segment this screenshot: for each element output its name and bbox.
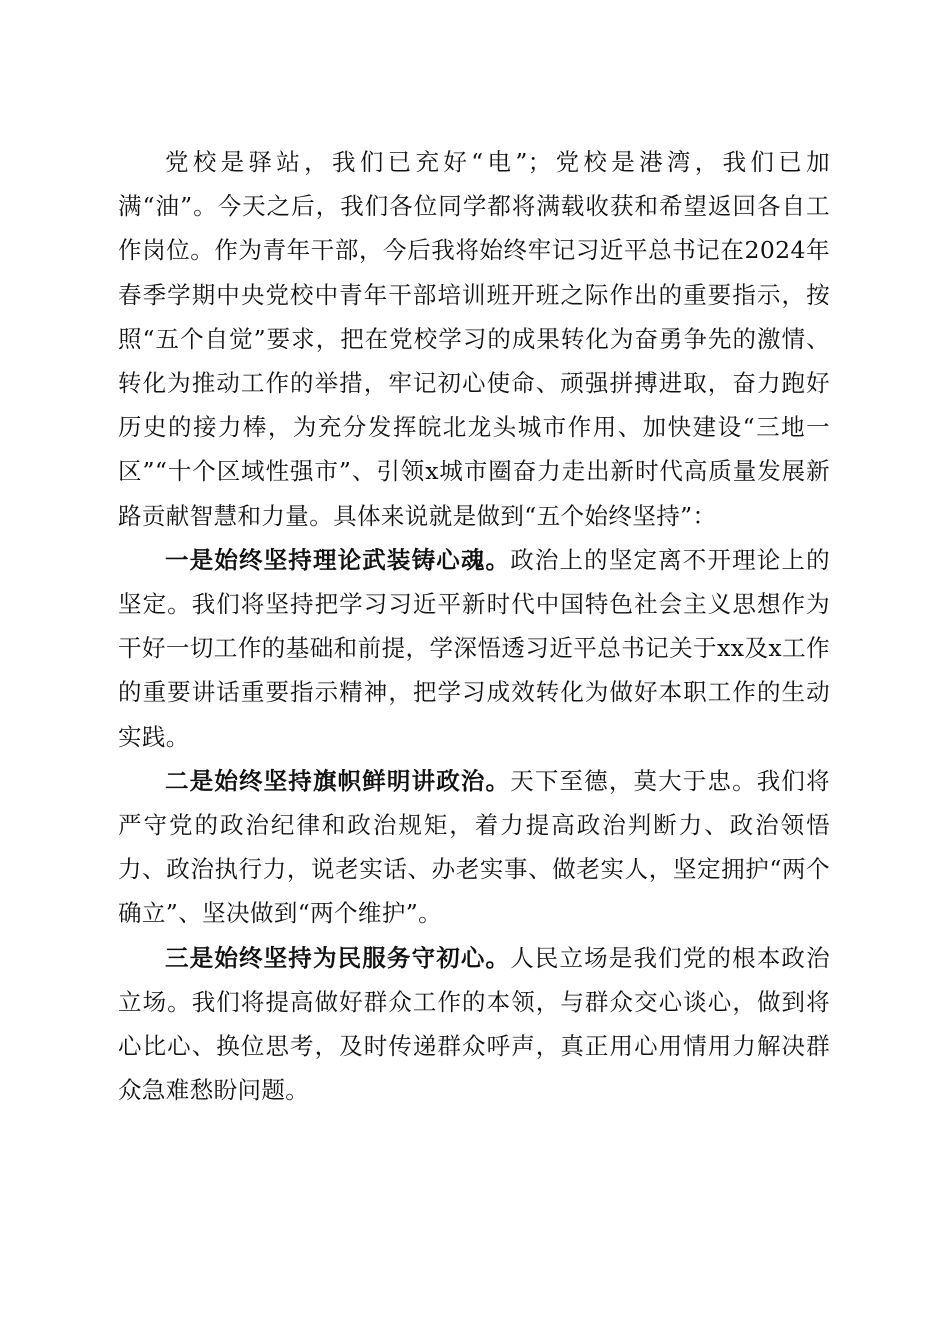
paragraph-lead: 一是始终坚持理论武装铸心魂。 <box>165 545 511 574</box>
paragraph-lead: 三是始终坚持为民服务守初心。 <box>165 943 511 972</box>
paragraph-text: 天下至德，莫大于忠。我们将严守党的政治纪律和政治规矩，着力提高政治判断力、政治领悟力、政治执行力，说老实话、办老实事、做老实人，坚定拥护“两个确立”、坚决做到“两个维护”。 <box>118 766 830 928</box>
paragraph-text: 党校是驿站，我们已充好“电”；党校是港湾，我们已加满“油”。今天之后，我们各位同学都将满载收获和希望返回各自工作岗位。作为青年干部，今后我将始终牢记习近平总书记在2024年春季学期中央党校中青年干部培训班开班之际作出的重要指示，按照“五个自觉”要求，把在党校学习的成果转化为奋勇争先的激情、转化为推动工作的举措，牢记初心使命、顽强拼搏进取，奋力跑好历史的接力棒，为充分发挥皖北龙头城市作用、加快建设“三地一区”“十个区域性强市”、引领x城市圈奋力走出新时代高质量发展新路贡献智慧和力量。具体来说就是做到“五个始终坚持”： <box>118 148 830 530</box>
paragraph-point-1 <box>118 538 830 759</box>
paragraph-text: 政治上的坚定离不开理论上的坚定。我们将坚持把学习习近平新时代中国特色社会主义思想作为干好一切工作的基础和前提，学深悟透习近平总书记关于xx及x工作的重要讲话重要指示精神，把学习成效转化为做好本职工作的生动实践。 <box>118 545 830 751</box>
paragraph-point-3 <box>118 936 830 1113</box>
paragraph-text: 人民立场是我们党的根本政治立场。我们将提高做好群众工作的本领，与群众交心谈心，做到将心比心、换位思考，及时传递群众呼声，真正用心用情用力解决群众急难愁盼问题。 <box>118 943 830 1105</box>
paragraph-lead: 二是始终坚持旗帜鲜明讲政治。 <box>165 766 511 795</box>
paragraph-point-2 <box>118 759 830 936</box>
paragraph-intro <box>118 140 830 538</box>
document-body <box>118 140 830 1112</box>
